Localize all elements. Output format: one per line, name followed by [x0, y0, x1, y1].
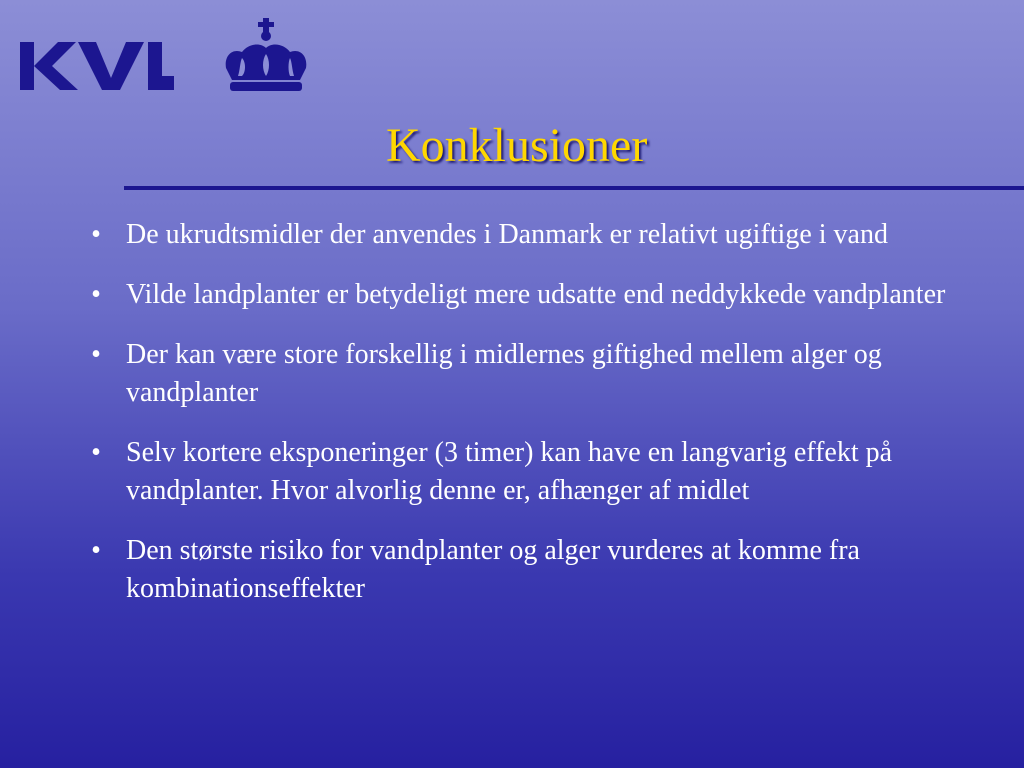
kvl-wordmark [20, 42, 174, 90]
bullet-marker: • [91, 219, 101, 250]
bullet-marker: • [91, 437, 101, 468]
bullet-text: Der kan være store forskellig i midlernes giftighed mellem alger og vandplanter [126, 339, 882, 408]
title-divider [124, 186, 1024, 190]
bullet-item [84, 532, 964, 608]
bullet-text: De ukrudtsmidler der anvendes i Danmark er relativt ugiftige i vand [126, 219, 888, 250]
kvl-logo [20, 18, 330, 100]
bullet-text: Selv kortere eksponeringer (3 timer) kan have en langvarig effekt på vandplanter. Hvor alvorlig denne er, afhænger af midlet [126, 437, 893, 506]
bullet-marker: • [91, 339, 101, 370]
bullet-item [84, 434, 964, 510]
bullet-marker: • [91, 535, 101, 566]
bullet-marker: • [91, 279, 101, 310]
slide-title: Konklusioner [386, 119, 648, 172]
bullet-item [84, 336, 964, 412]
bullet-item [84, 276, 964, 314]
bullet-text: Den største risiko for vandplanter og alger vurderes at komme fra kombinationseffekter [126, 535, 860, 604]
bullet-list [84, 216, 964, 630]
bullet-text: Vilde landplanter er betydeligt mere udsatte end neddykkede vandplanter [126, 279, 946, 310]
bullet-item [84, 216, 964, 254]
